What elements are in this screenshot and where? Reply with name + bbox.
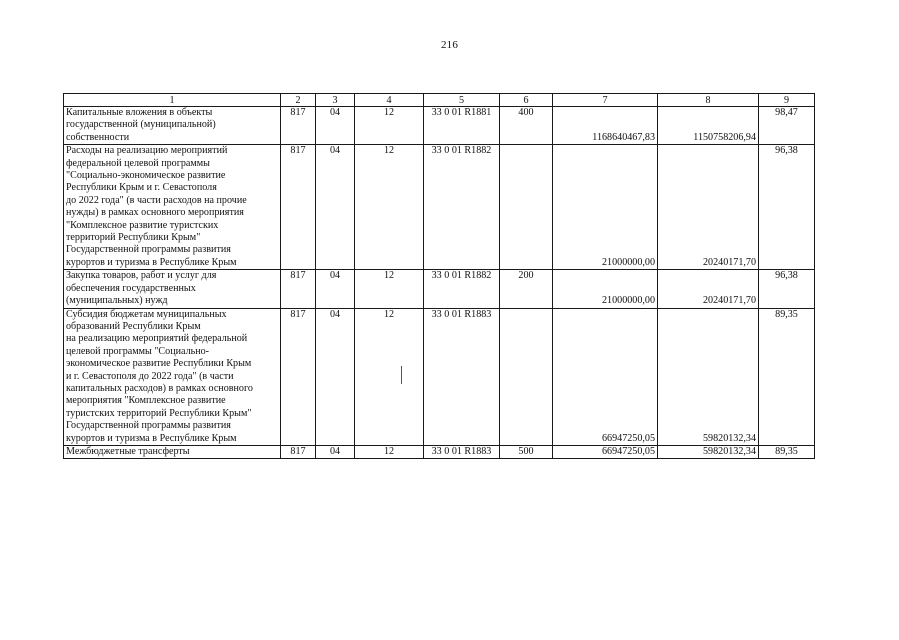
section-code-cell: 04 — [316, 308, 355, 445]
expense-type-cell: 500 — [500, 445, 553, 458]
ministry-code-cell: 817 — [281, 445, 316, 458]
executed-amount-cell: 20240171,70 — [658, 145, 759, 270]
column-number-row — [64, 94, 815, 107]
row-name-cell: Субсидия бюджетам муниципальных образований Республики Крым на реализацию мероприятий федеральной целевой программы "Социально- экономическое развитие Республики Крым и г. Севастополя до 2022 года" (в части капитальных расходов) в рамках основного мероприятия "Комплексное развитие туристских территорий Республики Крым" Государственной программы развития курортов и туризма в Республике Крым — [64, 308, 281, 445]
budget-table — [63, 93, 815, 459]
executed-amount-cell: 59820132,34 — [658, 445, 759, 458]
section-code-cell: 04 — [316, 145, 355, 270]
ministry-code-cell: 817 — [281, 308, 316, 445]
subsection-code-cell: 12 — [355, 270, 424, 308]
row-name-cell: Закупка товаров, работ и услуг для обеспечения государственных (муниципальных) нужд — [64, 270, 281, 308]
section-code-cell: 04 — [316, 270, 355, 308]
subsection-code-cell: 12 — [355, 107, 424, 145]
section-code-cell: 04 — [316, 107, 355, 145]
column-header-6: 6 — [500, 94, 553, 107]
page-number: 216 — [440, 39, 459, 51]
column-header-8: 8 — [658, 94, 759, 107]
row-name-cell: Капитальные вложения в объекты государственной (муниципальной) собственности — [64, 107, 281, 145]
target-item-cell: 33 0 01 R1883 — [424, 308, 500, 445]
scan-artifact-line — [401, 366, 402, 384]
execution-percent-cell: 89,35 — [759, 445, 815, 458]
table-row — [64, 270, 815, 308]
target-item-cell: 33 0 01 R1881 — [424, 107, 500, 145]
row-name-cell: Межбюджетные трансферты — [64, 445, 281, 458]
execution-percent-cell: 96,38 — [759, 270, 815, 308]
column-header-5: 5 — [424, 94, 500, 107]
execution-percent-cell: 98,47 — [759, 107, 815, 145]
executed-amount-cell: 59820132,34 — [658, 308, 759, 445]
execution-percent-cell: 96,38 — [759, 145, 815, 270]
column-header-9: 9 — [759, 94, 815, 107]
expense-type-cell — [500, 308, 553, 445]
section-code-cell: 04 — [316, 445, 355, 458]
table-row — [64, 145, 815, 270]
execution-percent-cell: 89,35 — [759, 308, 815, 445]
executed-amount-cell: 1150758206,94 — [658, 107, 759, 145]
planned-amount-cell: 66947250,05 — [553, 308, 658, 445]
ministry-code-cell: 817 — [281, 107, 316, 145]
column-header-3: 3 — [316, 94, 355, 107]
ministry-code-cell: 817 — [281, 145, 316, 270]
ministry-code-cell: 817 — [281, 270, 316, 308]
planned-amount-cell: 1168640467,83 — [553, 107, 658, 145]
expense-type-cell: 400 — [500, 107, 553, 145]
row-name-cell: Расходы на реализацию мероприятий федеральной целевой программы "Социально-экономическое развитие Республики Крым и г. Севастополя до 2022 года" (в части расходов на прочие нужды) в рамках основного мероприятия "Комплексное развитие туристских территорий Республики Крым" Государственной программы развития курортов и туризма в Республике Крым — [64, 145, 281, 270]
target-item-cell: 33 0 01 R1883 — [424, 445, 500, 458]
subsection-code-cell: 12 — [355, 308, 424, 445]
column-header-7: 7 — [553, 94, 658, 107]
planned-amount-cell: 66947250,05 — [553, 445, 658, 458]
target-item-cell: 33 0 01 R1882 — [424, 270, 500, 308]
column-header-1: 1 — [64, 94, 281, 107]
expense-type-cell: 200 — [500, 270, 553, 308]
expense-type-cell — [500, 145, 553, 270]
column-header-2: 2 — [281, 94, 316, 107]
subsection-code-cell: 12 — [355, 145, 424, 270]
planned-amount-cell: 21000000,00 — [553, 270, 658, 308]
executed-amount-cell: 20240171,70 — [658, 270, 759, 308]
planned-amount-cell: 21000000,00 — [553, 145, 658, 270]
table-row — [64, 308, 815, 445]
column-header-4: 4 — [355, 94, 424, 107]
target-item-cell: 33 0 01 R1882 — [424, 145, 500, 270]
table-row — [64, 445, 815, 458]
table-row — [64, 107, 815, 145]
subsection-code-cell: 12 — [355, 445, 424, 458]
